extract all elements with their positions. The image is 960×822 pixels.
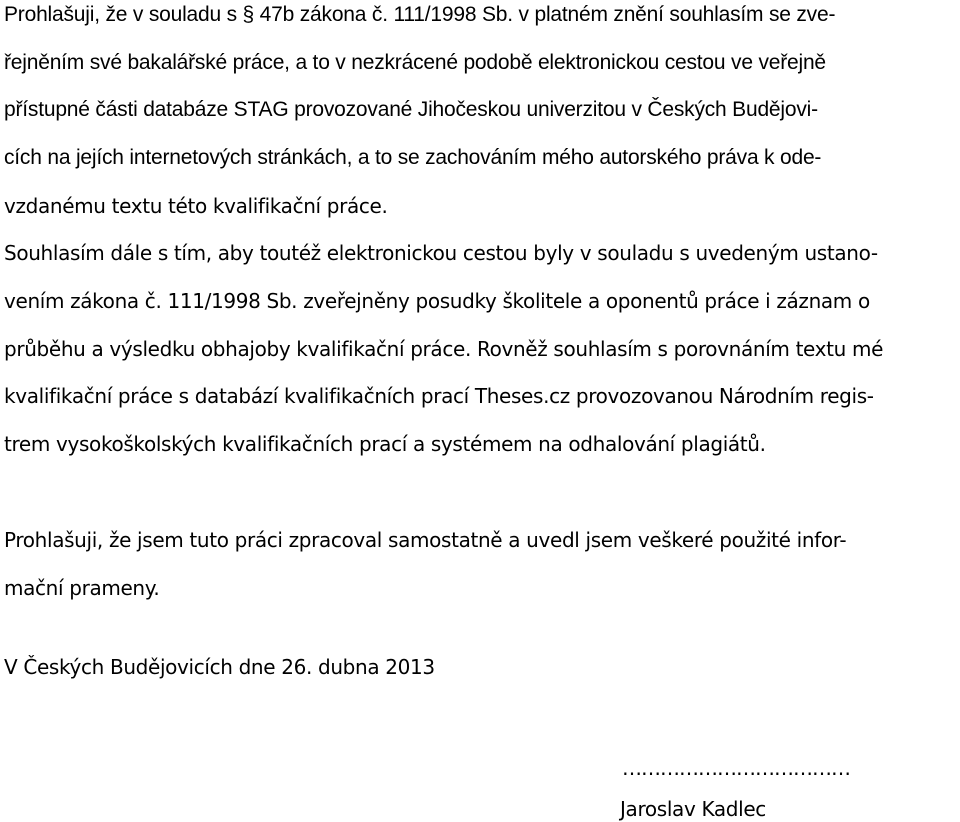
publish-declaration-line-5: vzdanému textu této kvalifikační práce. (4, 194, 388, 218)
authorship-declaration-line-2: mační prameny. (4, 576, 160, 600)
publish-declaration-line-1: Prohlašuji, že v souladu s § 47b zákona č. 111/1998 Sb. v platném znění souhlasím se zve- (4, 3, 836, 26)
publish-declaration-line-2: řejněním své bakalářské práce, a to v nezkrácené podobě elektronickou cestou ve veřejně (4, 51, 826, 74)
place-and-date: V Českých Budějovicích dne 26. dubna 2013 (4, 655, 435, 679)
publish-declaration-line-8: průběhu a výsledku obhajoby kvalifikační práce. Rovněž souhlasím s porovnáním textu mé (4, 337, 884, 361)
publish-declaration-line-6: Souhlasím dále s tím, aby toutéž elektronickou cestou byly v souladu s uvedeným ustano- (4, 241, 878, 265)
publish-declaration-line-9: kvalifikační práce s databází kvalifikačních prací Theses.cz provozovanou Národním regis- (4, 384, 874, 408)
publish-declaration-line-7: vením zákona č. 111/1998 Sb. zveřejněny posudky školitele a oponentů práce i záznam o (4, 289, 870, 313)
publish-declaration-line-10: trem vysokoškolských kvalifikačních prací a systémem na odhalování plagiátů. (4, 432, 766, 456)
signature-line: ……………………………… (622, 756, 850, 780)
author-name: Jaroslav Kadlec (620, 797, 766, 821)
publish-declaration-line-4: cích na jejích internetových stránkách, a to se zachováním mého autorského práva k ode- (4, 146, 822, 169)
publish-declaration-line-3: přístupné části databáze STAG provozované Jihočeskou univerzitou v Českých Budějovi- (4, 98, 818, 121)
authorship-declaration-line-1: Prohlašuji, že jsem tuto práci zpracoval samostatně a uvedl jsem veškeré použité infor- (4, 528, 847, 552)
